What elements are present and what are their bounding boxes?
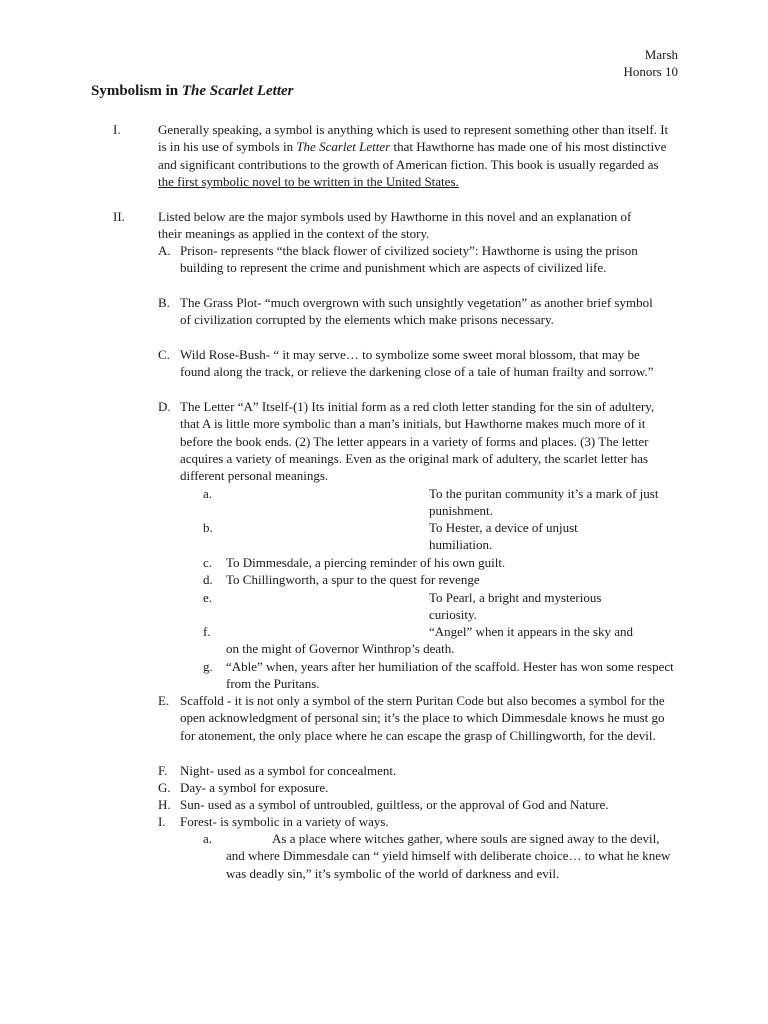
- meaning-a-text: To the puritan community it’s a mark of just punishment.: [429, 486, 659, 519]
- meaning-b-text: To Hester, a device of unjust humiliation.: [429, 520, 578, 553]
- forest-a-marker: a.: [203, 831, 213, 846]
- meaning-f-text-b: on the might of Governor Winthrop’s death.: [226, 641, 455, 656]
- meaning-e-marker: e.: [203, 590, 213, 605]
- item-d-marker: D.: [158, 399, 171, 414]
- meaning-b-marker: b.: [203, 520, 213, 535]
- meaning-d-marker: d.: [203, 572, 213, 587]
- meaning-a-marker: a.: [203, 486, 213, 501]
- item-e-marker: E.: [158, 693, 170, 708]
- item-h-marker: H.: [158, 797, 171, 812]
- section-2-intro: Listed below are the major symbols used by Hawthorne in this novel and an explanation of their meanings as applied in the context of the story.: [158, 209, 632, 242]
- title-prefix: Symbolism in: [91, 83, 182, 99]
- section-1-marker: I.: [113, 122, 121, 137]
- item-h-text: Sun- used as a symbol of untroubled, guiltless, or the approval of God and Nature.: [180, 797, 609, 812]
- meaning-f-text-a: “Angel” when it appears in the sky and: [429, 624, 633, 639]
- item-b-marker: B.: [158, 295, 170, 310]
- meaning-d-text: To Chillingworth, a spur to the quest for revenge: [226, 572, 480, 587]
- meaning-g-marker: g.: [203, 659, 213, 674]
- forest-a-text: As a place where witches gather, where souls are signed away to the devil, and where Dimmesdale can “ yield himself with deliberate choice… to what he knew was deadly sin,” it’s symbolic of the world of darkness and evil.: [226, 831, 671, 881]
- section-1-text-b: that Hawthorne has made one of his most distinctive and significant contributions to the growth of American fiction. This book is usually regarded as: [158, 139, 667, 172]
- item-c-marker: C.: [158, 347, 170, 362]
- title-italic: The Scarlet Letter: [181, 83, 294, 99]
- item-a-marker: A.: [158, 243, 171, 258]
- item-i-text: Forest- is symbolic in a variety of ways.: [180, 814, 389, 829]
- item-i-marker: I.: [158, 814, 166, 829]
- class-name: Honors 10: [623, 64, 678, 80]
- document-title: [91, 83, 294, 100]
- section-1-paragraph: [158, 121, 672, 190]
- author-name: Marsh: [644, 47, 678, 62]
- item-b-text: The Grass Plot- “much overgrown with such unsightly vegetation” as another brief symbol of civilization corrupted by the elements which make prisons necessary.: [180, 295, 653, 328]
- section-1-underlined: the first symbolic novel to be written in the United States.: [158, 173, 459, 189]
- item-f-text: Night- used as a symbol for concealment.: [180, 763, 397, 778]
- section-1-text-a: Generally speaking, a symbol is anything which is used to represent something other than itself. It is in his use of symbols in: [158, 122, 669, 155]
- item-a-text: Prison- represents “the black flower of civilized society”: Hawthorne is using the prison building to represent the crime and punishment which are aspects of civilized life.: [180, 243, 638, 276]
- section-1-italic-title: The Scarlet Letter: [296, 139, 391, 155]
- meaning-c-text: To Dimmesdale, a piercing reminder of his own guilt.: [226, 555, 506, 570]
- item-g-marker: G.: [158, 780, 171, 795]
- meaning-f-marker: f.: [203, 624, 211, 639]
- meaning-c-marker: c.: [203, 555, 213, 570]
- item-g-text: Day- a symbol for exposure.: [180, 780, 329, 795]
- section-2-marker: II.: [113, 209, 125, 224]
- meaning-e-text: To Pearl, a bright and mysterious curiosity.: [429, 590, 602, 623]
- item-e-text: Scaffold - it is not only a symbol of the stern Puritan Code but also becomes a symbol for the open acknowledgment of personal sin; it’s the place to which Dimmesdale knows he must go for atonement, the only place where he can escape the grasp of Chillingworth, for the devil.: [180, 693, 665, 743]
- item-f-marker: F.: [158, 763, 168, 778]
- item-c-text: Wild Rose-Bush- “ it may serve… to symbolize some sweet moral blossom, that may be found along the track, or relieve the darkening close of a tale of human frailty and sorrow.”: [180, 347, 654, 380]
- document-header: [623, 46, 678, 81]
- meaning-g-text: “Able” when, years after her humiliation of the scaffold. Hester has won some respect from the Puritans.: [226, 659, 674, 692]
- item-d-text: The Letter “A” Itself-(1) Its initial form as a red cloth letter standing for the sin of adultery, that A is little more symbolic than a man’s initials, but Hawthorne makes much more of it before the book ends. (2) The letter appears in a variety of forms and places. (3) The letter acquires a variety of meanings. Even as the original mark of adultery, the scarlet letter has different personal meanings.: [180, 399, 655, 484]
